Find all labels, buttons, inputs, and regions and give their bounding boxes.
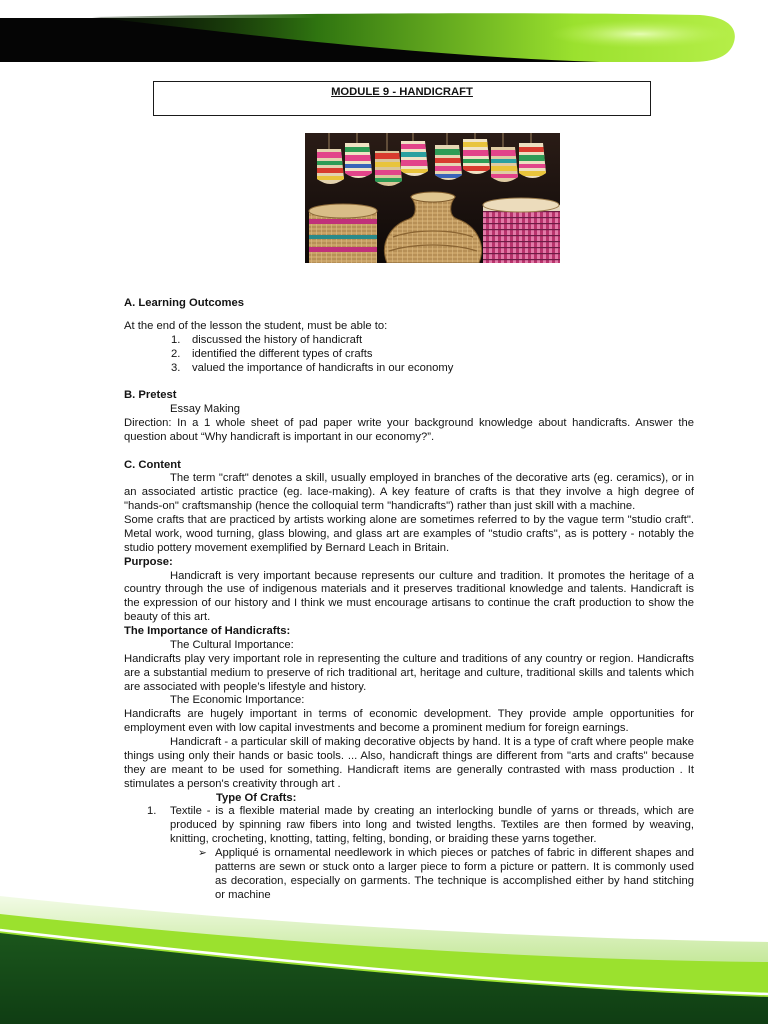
basket-left	[309, 204, 377, 263]
module-content	[124, 297, 694, 903]
list-number: 3.	[171, 361, 181, 374]
content-heading: C. Content	[124, 458, 181, 471]
importance-heading: The Importance of Handicrafts:	[124, 625, 291, 638]
list-number: 1.	[171, 333, 181, 346]
pretest-activity: Essay Making	[170, 403, 241, 416]
list-item-text: identified the different types of crafts	[192, 347, 373, 360]
list-item	[124, 348, 694, 362]
economic-importance-heading: The Economic Importance:	[170, 694, 305, 707]
craft-subtype-text: Appliqué is ornamental needlework in which pieces or patches of fabric in different shapes and patterns are sewn or stuck onto a larger piece to form a picture or pattern. It is commonly used as decoration, especially on garments. The technique is accomplished either by hand stitching or machine	[215, 847, 694, 901]
list-number: 2.	[171, 347, 181, 360]
purpose-paragraph: Handicraft is very important because represents our culture and tradition. It promotes the heritage of a country through the use of indigenous materials and it preserves traditional knowledge and talents. Handicraft is the expression of our history and I think we must encourage artisans to continue the craft production to show the beauty of this art.	[124, 569, 694, 624]
cultural-importance-heading: The Cultural Importance:	[170, 638, 294, 651]
module-title-box	[153, 81, 651, 116]
pretest-direction: Direction: In a 1 whole sheet of pad paper write your background knowledge about handicrafts. Answer the question about “Why handicraft is important in our economy?”.	[124, 416, 694, 443]
learning-outcomes-intro: At the end of the lesson the student, must be able to:	[124, 319, 388, 332]
list-item-text: valued the importance of handicrafts in our economy	[192, 361, 454, 374]
cultural-importance-paragraph: Handicrafts play very important role in representing the culture and traditions of any country or region. Handicrafts are a substantial medium to preserve of rich traditional art, heritage and culture, traditional skills and talents which are associated with people’s lifestyle and history.	[124, 652, 694, 693]
learning-outcomes-heading: A. Learning Outcomes	[124, 297, 245, 309]
studio-craft-paragraph: Some crafts that are practiced by artists working alone are sometimes referred to by the vague term "studio craft". Metal work, wood turning, glass blowing, and glass art are examples of "studio crafts", as is pottery - notably the studio pottery movement exemplified by Bernard Leach in Britain.	[124, 514, 694, 554]
learning-outcomes-section	[124, 297, 694, 375]
basket-right	[483, 198, 560, 263]
list-item	[124, 334, 694, 348]
purpose-heading: Purpose:	[124, 555, 173, 568]
module-title: MODULE 9 - HANDICRAFT	[331, 86, 473, 98]
craft-type-text: Textile - is a flexible material made by creating an interlocking bundle of yarns or threads, which are produced by spinning raw fibers into long and twisted lengths. Textiles are then formed by weaving, knitting, crocheting, knotting, tatting, felting, bonding, or braiding these yarns together.	[170, 805, 694, 846]
header-banner	[0, 0, 768, 70]
types-of-crafts-heading: Type Of Crafts:	[216, 791, 297, 804]
list-item	[124, 362, 694, 376]
craft-type-number: 1.	[147, 805, 157, 818]
handicraft-definition-paragraph: Handicraft - a particular skill of making decorative objects by hand. It is a type of craft where people make things using only their hands or basic tools. ... Also, handicraft things are different from "arts and crafts" because they are meant to be used for something. Handicraft items are generally contrasted with mass production . It stimulates a person's creativity through art .	[124, 736, 695, 790]
pretest-section	[124, 389, 694, 445]
craft-definition-paragraph: The term "craft" denotes a skill, usually employed in branches of the decorative arts (eg. ceramics), or in an associated artistic practice (eg. lace-making). A key feature of crafts is that they involve a high degree of "hands-on" craftsmanship (hence the colloquial term "handicrafts") rather than just skill with a machine.	[124, 472, 694, 513]
economic-importance-paragraph: Handicrafts are hugely important in terms of economic development. They provide ample opportunities for employment even with low capital investments and become a prominent medium for foreign earnings.	[124, 708, 694, 735]
arrow-bullet-icon: ➢	[198, 847, 207, 860]
header-glow	[550, 20, 730, 48]
content-section	[124, 459, 694, 903]
handicraft-baskets-photo	[305, 133, 560, 263]
footer-wave	[0, 890, 768, 1024]
pretest-heading: B. Pretest	[124, 389, 177, 402]
list-item-text: discussed the history of handicraft	[192, 333, 363, 346]
craft-type-item	[124, 805, 694, 847]
